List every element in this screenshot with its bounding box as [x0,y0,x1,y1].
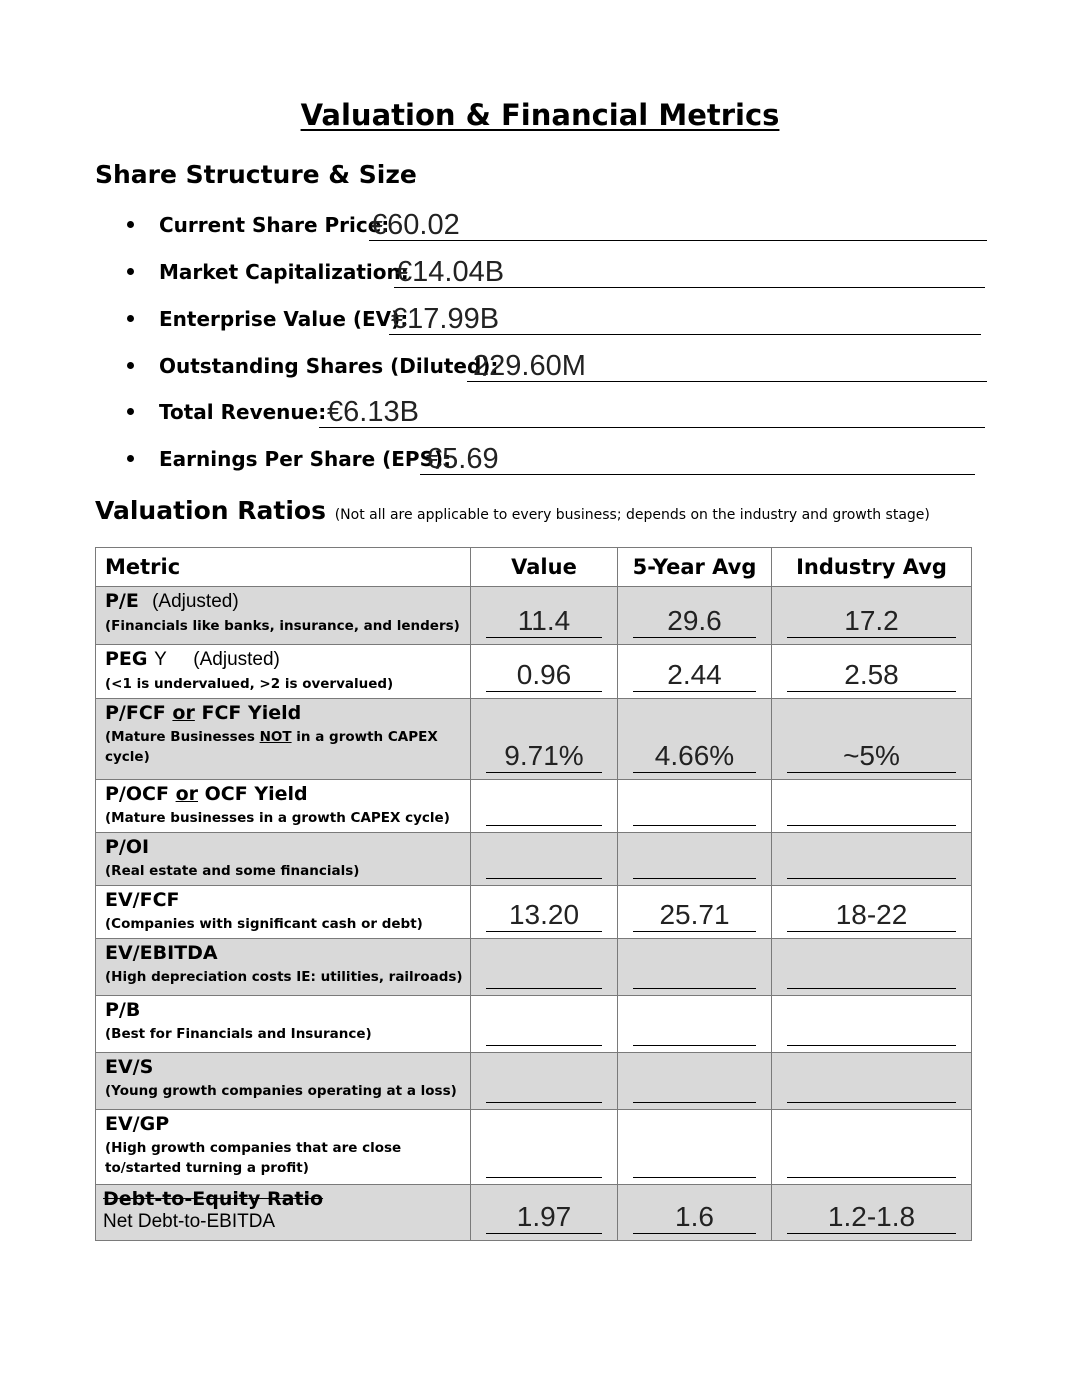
metric-cell [96,939,471,996]
share-structure-heading [95,160,417,189]
avg5-field: 1.6 [633,1201,756,1234]
share-label: Outstanding Shares (Diluted): [159,354,499,378]
value-field: 9.71% [486,740,602,773]
avg5-field [633,1043,756,1046]
valuation-note: (Not all are applicable to every business; depends on the industry and growth stage) [334,507,930,523]
table-row-pb [96,996,972,1053]
bullet-icon [127,455,134,462]
table-row-ev-ebitda [96,939,972,996]
table-row-pfcf [96,699,972,780]
table-row-ev-gp [96,1110,972,1185]
table-row-peg [96,645,972,699]
share-item-shares [127,342,987,382]
metric-description: (Best for Financials and Insurance) [105,1026,372,1042]
avg5-field: 29.6 [633,605,756,638]
value-field [486,1175,602,1178]
metric-description: (Financials like banks, insurance, and lenders) [105,618,460,634]
metric-description: (Young growth companies operating at a loss) [105,1083,457,1099]
metric-name: P/OI [105,836,150,858]
metric-description: (Real estate and some financials) [105,863,360,879]
page-title: Valuation & Financial Metrics [300,98,780,132]
metric-description-rest: in a growth CAPEX cycle) [105,729,438,765]
share-item-ev [127,295,987,335]
avg5-field [633,1100,756,1103]
avg5-field: 25.71 [633,899,756,932]
avg5-field [633,823,756,826]
share-item-revenue [127,388,987,428]
share-value: €17.99B [389,304,981,335]
metric-or: or [172,702,195,724]
avg5-field [633,986,756,989]
table-row-poi [96,833,972,886]
share-value: 229.60M [467,351,987,382]
avg5-field [633,876,756,879]
valuation-ratios-heading-text: Valuation Ratios [95,496,326,525]
metric-cell [96,587,471,645]
share-label: Enterprise Value (EV): [159,307,409,331]
value-field: 11.4 [486,605,602,638]
metric-cell [96,886,471,939]
metric-name: EV/S [105,1056,154,1078]
metric-cell [96,780,471,833]
table-row-debt [96,1185,972,1241]
share-item-market-cap [127,248,987,288]
metric-cell [96,645,471,699]
share-value: €14.04B [394,257,985,288]
metric-name: PEG [105,648,148,670]
metric-name: EV/FCF [105,889,180,911]
share-label: Earnings Per Share (EPS): [159,447,452,471]
valuation-ratios-heading [95,496,930,525]
industry-field [787,1100,956,1103]
value-field: 13.20 [486,899,602,932]
bullet-icon [127,268,134,275]
metric-adjusted: (Adjusted) [152,591,239,612]
metric-name: P/OCF [105,783,169,805]
header-5yr-avg: 5-Year Avg [618,548,772,587]
industry-field [787,1043,956,1046]
metric-suffix: Y [154,649,167,670]
bullet-icon [127,221,134,228]
metric-cell [96,996,471,1053]
metric-cell [96,699,471,780]
industry-field: 2.58 [787,659,956,692]
metric-description: (Companies with significant cash or debt) [105,916,423,932]
metric-cell [96,833,471,886]
metric-name: P/FCF [105,702,166,724]
table-row-ev-fcf [96,886,972,939]
bullet-icon [127,315,134,322]
value-field [486,1100,602,1103]
metric-or: or [175,783,199,805]
share-label: Market Capitalization: [159,260,409,284]
share-value: €6.13B [319,397,985,428]
table-row-pe [96,587,972,645]
bullet-icon [127,362,134,369]
share-label: Current Share Price: [159,213,390,237]
industry-field: 18-22 [787,899,956,932]
avg5-field: 4.66% [633,740,756,773]
share-structure-heading-text: Share Structure & Size [95,160,417,189]
avg5-field [633,1175,756,1178]
metric-name-struck: Debt-to-Equity Ratio [103,1188,324,1210]
metric-description-not: NOT [259,729,292,745]
share-item-eps [127,435,987,475]
metric-description: (High depreciation costs IE: utilities, railroads) [105,969,463,985]
metric-name: P/B [105,999,141,1021]
industry-field [787,1175,956,1178]
metric-name: P/E [105,590,139,612]
metric-description: (Mature businesses in a growth CAPEX cycle) [105,810,450,826]
value-field [486,876,602,879]
table-row-pocf [96,780,972,833]
share-item-price [127,201,987,241]
header-value: Value [471,548,618,587]
industry-field: 17.2 [787,605,956,638]
metric-name: Net Debt-to-EBITDA [103,1211,276,1232]
valuation-table [95,547,972,1241]
metric-name-alt: FCF Yield [201,702,302,724]
industry-field: ~5% [787,740,956,773]
industry-field [787,986,956,989]
metric-cell [96,1110,471,1185]
value-field: 1.97 [486,1201,602,1234]
value-field: 0.96 [486,659,602,692]
share-label: Total Revenue: [159,400,327,424]
table-row-ev-s [96,1053,972,1110]
bullet-icon [127,408,134,415]
metric-description: (<1 is undervalued, >2 is overvalued) [105,676,394,692]
metric-cell [96,1185,471,1241]
industry-field: 1.2-1.8 [787,1201,956,1234]
metric-name: EV/EBITDA [105,942,218,964]
avg5-field: 2.44 [633,659,756,692]
header-industry-avg: Industry Avg [772,548,972,587]
value-field [486,986,602,989]
metric-description: (High growth companies that are close to/started turning a profit) [105,1140,402,1176]
metric-adjusted: (Adjusted) [193,649,280,670]
share-value: €5.69 [420,444,975,475]
table-header-row [96,548,972,587]
header-metric: Metric [96,548,471,587]
industry-field [787,876,956,879]
metric-name: EV/GP [105,1113,170,1135]
metric-cell [96,1053,471,1110]
metric-description: (Mature Businesses [105,729,255,745]
share-value: €60.02 [369,210,987,241]
value-field [486,1043,602,1046]
value-field [486,823,602,826]
industry-field [787,823,956,826]
metric-name-alt: OCF Yield [204,783,308,805]
